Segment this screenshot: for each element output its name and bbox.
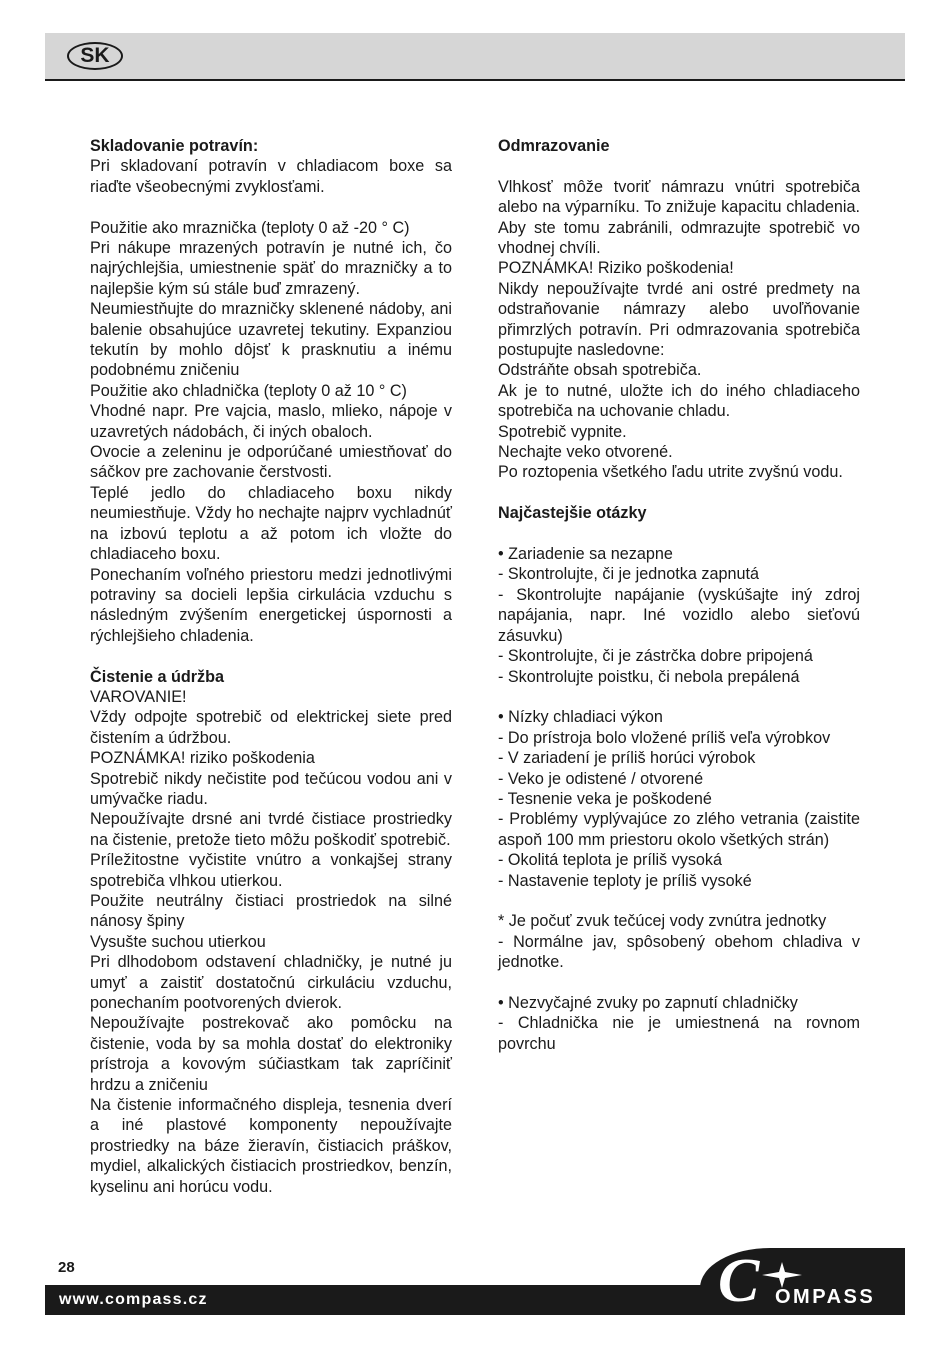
right-column — [498, 136, 860, 1054]
header-bar — [45, 33, 905, 81]
faq-item: - Skontrolujte poistku, či nebola prepálená — [498, 667, 800, 686]
paragraph: Použite neutrálny čistiaci prostriedok na silné nánosy špiny — [90, 892, 452, 931]
paragraph: Pri nákupe mrazených potravín je nutné ich, čo najrýchlejšia, umiestnenie späť do mrazničky a to najlepšie kým sú stále buď zmrazený. — [90, 239, 452, 298]
faq-item: • Zariadenie sa nezapne — [498, 545, 673, 564]
paragraph: Nechajte veko otvorené. — [498, 443, 673, 462]
paragraph: Pri skladovaní potravín v chladiacom boxe sa riaďte všeobecnými zvyklosťami. — [90, 157, 452, 196]
cleaning-heading: Čistenie a údržba — [90, 667, 225, 686]
paragraph: Použitie ako mraznička (teploty 0 až -20 ° C) — [90, 218, 410, 237]
paragraph: Odstráňte obsah spotrebiča. — [498, 361, 702, 380]
paragraph: Nepoužívajte postrekovač ako pomôcku na čistenie, voda by sa mohla dostať do elektroniky prístroja a kovovým súčiastkam tak zapríčiniť hrdzu a zničeniu — [90, 1014, 452, 1094]
faq-item: - Problémy vyplývajúce zo zlého vetrania (zaistite aspoň 100 mm priestoru okolo všetkých strán) — [498, 810, 860, 849]
storage-heading: Skladovanie potravín: — [90, 137, 259, 155]
language-badge: SK — [67, 42, 123, 70]
paragraph: Spotrebič nikdy nečistite pod tečúcou vodou ani v umývačke riadu. — [90, 769, 452, 808]
faq-item: - Veko je odistené / otvorené — [498, 769, 704, 788]
logo-initial: C — [718, 1247, 760, 1315]
faq-item: - Skontrolujte, či je jednotka zapnutá — [498, 565, 759, 584]
faq-item: - V zariadení je príliš horúci výrobok — [498, 749, 756, 768]
faq-heading: Najčastejšie otázky — [498, 504, 647, 523]
footer-url[interactable]: www.compass.cz — [59, 1291, 208, 1308]
faq-item: - Skontrolujte, či je zástrčka dobre pripojená — [498, 647, 813, 666]
paragraph: Ponechaním voľného priestoru medzi jednotlivými potraviny sa docieli lepšia cirkulácia vzduchu s následným zvýšením energetickej úspornosti a rýchlejšieho chladenia. — [90, 565, 452, 645]
paragraph: Ovocie a zeleninu je odporúčané umiestňovať do sáčkov pre zachovanie čerstvosti. — [90, 443, 452, 482]
paragraph: Vždy odpojte spotrebič od elektrickej siete pred čistením a údržbou. — [90, 708, 452, 747]
paragraph: Vlhkosť môže tvoriť námrazu vnútri spotrebiča alebo na výparníku. To znižuje kapacitu chladenia. Aby ste tomu zabránili, odmrazujte spotrebič vo vhodnej chvíli. — [498, 177, 860, 258]
paragraph: VAROVANIE! — [90, 687, 187, 706]
paragraph: Nepoužívajte drsné ani tvrdé čistiace prostriedky na čistenie, pretože tieto môžu poškodiť spotrebič. — [90, 810, 452, 849]
paragraph: POZNÁMKA! Riziko poškodenia! — [498, 259, 734, 278]
defrost-heading: Odmrazovanie — [498, 137, 610, 155]
paragraph: Spotrebič vypnite. — [498, 422, 627, 441]
star-icon — [762, 1262, 802, 1288]
logo-text: OMPASS — [775, 1286, 876, 1308]
paragraph: Použitie ako chladnička (teploty 0 až 10 ° C) — [90, 381, 407, 400]
paragraph: Po roztopenia všetkého ľadu utrite zvyšnú vodu. — [498, 463, 843, 482]
faq-item: - Tesnenie veka je poškodené — [498, 789, 712, 808]
faq-item: • Nezvyčajné zvuky po zapnutí chladničky — [498, 993, 798, 1012]
paragraph: Vysušte suchou utierkou — [90, 932, 266, 951]
faq-item: - Nastavenie teploty je príliš vysoké — [498, 871, 752, 890]
faq-item: - Do prístroja bolo vložené príliš veľa výrobkov — [498, 728, 831, 747]
faq-item: • Nízky chladiaci výkon — [498, 708, 663, 727]
paragraph: Vhodné napr. Pre vajcia, maslo, mlieko, nápoje v uzavretých nádobách, či iných obaloch. — [90, 402, 452, 441]
paragraph: POZNÁMKA! riziko poškodenia — [90, 749, 315, 768]
paragraph: Na čistenie informačného displeja, tesnenia dverí a iné plastové komponenty nepoužívajte prostriedky na báze žieravín, čistiacich práškov, mydiel, alkalických čistiacich prostriedkov, benzín, kyselinu ani horúcu vodu. — [90, 1096, 452, 1196]
paragraph: Teplé jedlo do chladiaceho boxu nikdy neumiestňuje. Vždy ho nechajte najprv vychladnúť na izbovú teplotu a až potom ich vložte do chladiaceho boxu. — [90, 483, 452, 564]
paragraph: Príležitostne vyčistite vnútro a vonkajšej strany spotrebiča vlhkou utierkou. — [90, 851, 452, 890]
paragraph: Nikdy nepoužívajte tvrdé ani ostré predmety na odstraňovanie námrazy alebo uvoľňovanie přimrzlých potravín. Pri odmrazovania spotrebiča postupujte nasledovne: — [498, 279, 860, 360]
faq-item: - Chladnička nie je umiestnená na rovnom povrchu — [498, 1014, 860, 1053]
paragraph: Pri dlhodobom odstavení chladničky, je nutné ju umyť a zaistiť dostatočnú cirkuláciu vzduchu, ponechaním pootvorených dvierok. — [90, 953, 452, 1013]
paragraph: Neumiestňujte do mrazničky sklenené nádoby, ani balenie obsahujúce uzavretej tekutiny. Expanziou tekutín by mohlo dôjsť k prasknutiu a inému podobnému zničeniu — [90, 300, 452, 380]
faq-item: - Okolitá teplota je príliš vysoká — [498, 851, 723, 870]
left-column — [90, 136, 452, 1197]
faq-item: - Normálne jav, spôsobený obehom chladiva v jednotke. — [498, 932, 860, 972]
page-number: 28 — [58, 1259, 75, 1276]
faq-item: * Je počuť zvuk tečúcej vody zvnútra jednotky — [498, 912, 827, 931]
faq-item: - Skontrolujte napájanie (vyskúšajte iný zdroj napájania, napr. Iné vozidlo alebo sieťovú zásuvku) — [498, 585, 860, 645]
paragraph: Ak je to nutné, uložte ich do iného chladiaceho spotrebiča na uchovanie chladu. — [498, 381, 860, 421]
